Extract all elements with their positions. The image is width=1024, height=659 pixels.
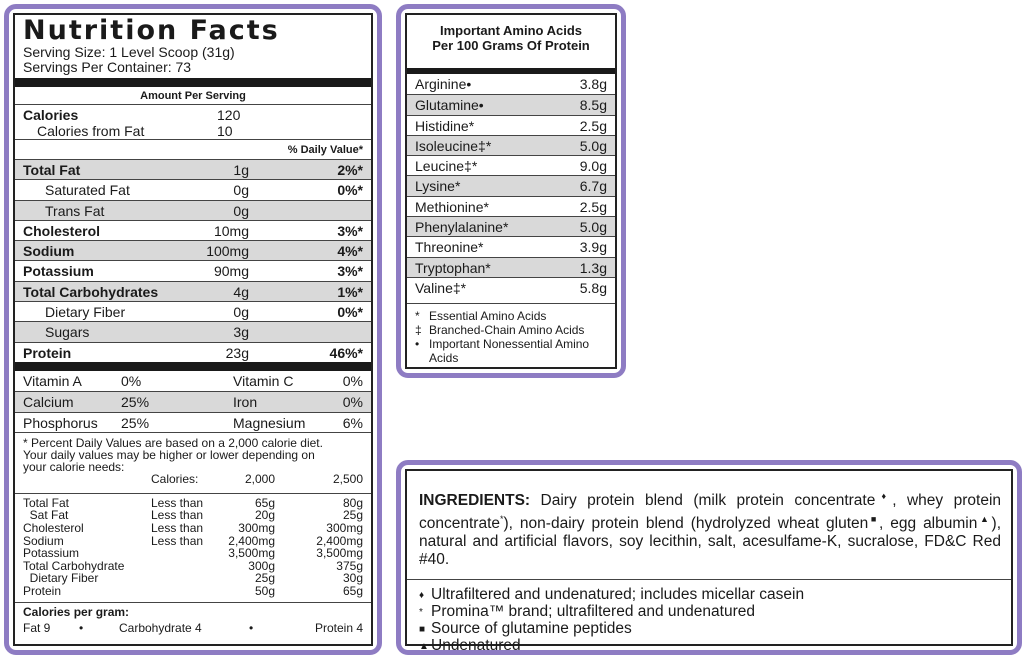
note-text: Source of glutamine peptides <box>431 620 632 638</box>
vitamin-label: Phosphorus <box>23 414 98 431</box>
amino-row <box>407 155 615 175</box>
ingredients-part: ), non-dairy protein blend (hydrolyzed wheat gluten <box>503 515 869 533</box>
dv-nutrient: Total Carbohydrate <box>23 558 125 573</box>
ingredients-part: Dairy protein blend (milk protein concentrate <box>530 492 876 510</box>
amino-name: Isoleucine‡* <box>415 137 492 154</box>
nutrient-amount: 90mg <box>213 263 249 280</box>
dv-value-2000: 3,500mg <box>228 546 275 561</box>
vitamin-value: 6% <box>342 414 363 431</box>
dv-value-2000: 20g <box>254 508 275 523</box>
vitamin-value: 0% <box>342 372 363 389</box>
nutrient-amount: 10mg <box>213 222 249 239</box>
calories-fat-label: Calories from Fat <box>37 123 145 139</box>
ingredient-note <box>419 637 999 654</box>
legend-item <box>415 309 607 323</box>
dv-nutrient: Sat Fat <box>23 508 69 523</box>
nutrient-label: Sugars <box>45 324 90 341</box>
amino-value: 6.7g <box>579 178 607 195</box>
nutrient-amount: 23g <box>225 344 249 361</box>
dv-table-row <box>15 547 371 560</box>
dv-value-2000: 300g <box>248 558 275 573</box>
note-text: Ultrafiltered and undenatured; includes micellar casein <box>431 586 805 604</box>
nutrition-title: Nutrition Facts <box>23 15 280 46</box>
cpg-carb: Carbohydrate 4 <box>119 620 202 635</box>
dv-header-c2: 2,500 <box>332 471 363 486</box>
cpg-bullet: • <box>79 620 84 635</box>
footnote-line: your calorie needs: <box>23 459 125 474</box>
nutrient-label: Dietary Fiber <box>45 304 126 321</box>
dv-table-row <box>15 585 371 598</box>
dv-nutrient: Dietary Fiber <box>23 571 99 586</box>
ingredient-note <box>419 586 999 603</box>
amino-name: Histidine* <box>415 117 475 134</box>
amino-value: 2.5g <box>579 117 607 134</box>
amino-name: Tryptophan* <box>415 259 491 276</box>
cpg-fat: Fat 9 <box>23 620 51 635</box>
dv-table <box>15 494 371 598</box>
vitamin-label: Calcium <box>23 394 74 411</box>
nutrient-rows <box>15 159 371 362</box>
dv-nutrient: Cholesterol <box>23 521 84 536</box>
amino-value: 1.3g <box>579 259 607 276</box>
amino-title-line1: Important Amino Acids <box>439 23 583 38</box>
asterisk-icon: * <box>500 514 504 525</box>
dv-value-2500: 300mg <box>326 521 363 536</box>
nutrient-percent: 1%* <box>337 283 363 300</box>
nutrient-row <box>15 281 371 301</box>
dv-qualifier: Less than <box>151 521 204 536</box>
dv-qualifier: Less than <box>151 533 204 548</box>
dv-value-2500: 25g <box>342 508 363 523</box>
nutrient-amount: 4g <box>233 283 249 300</box>
vitamin-value: 0% <box>342 394 363 411</box>
nutrient-label: Total Carbohydrates <box>23 283 159 300</box>
dv-value-2500: 2,400mg <box>316 533 363 548</box>
nutrient-percent: 0%* <box>337 182 363 199</box>
nutrient-amount: 3g <box>233 324 249 341</box>
dv-value-2000: 2,400mg <box>228 533 275 548</box>
dv-value-2000: 65g <box>254 495 275 510</box>
daily-value-header: % Daily Value* <box>15 139 371 159</box>
vitamin-row <box>15 412 371 432</box>
nutrient-label: Sodium <box>23 243 75 260</box>
amino-name: Threonine* <box>415 239 484 256</box>
amino-title-line2: Per 100 Grams Of Protein <box>432 38 590 53</box>
vitamin-label: Vitamin A <box>23 372 82 389</box>
nutrient-row <box>15 159 371 179</box>
nutrient-row <box>15 321 371 341</box>
dv-header-label: Calories: <box>151 471 199 486</box>
dv-value-2500: 65g <box>342 584 363 599</box>
amino-value: 8.5g <box>579 97 607 114</box>
legend-text: Essential Amino Acids <box>429 309 547 324</box>
amount-per-serving: Amount Per Serving <box>15 87 371 105</box>
calories-label: Calories <box>23 107 79 123</box>
nutrient-percent: 3%* <box>337 222 363 239</box>
dv-value-2000: 25g <box>254 571 275 586</box>
note-symbol-icon: ■ <box>419 624 426 636</box>
dv-qualifier: Less than <box>151 508 204 523</box>
calories-per-gram-row <box>15 619 371 637</box>
amino-value: 5.0g <box>579 137 607 154</box>
calories-value: 120 <box>217 107 241 123</box>
thick-divider-2 <box>15 362 371 371</box>
cpg-bullet: • <box>249 620 254 635</box>
ingredients-panel <box>405 469 1013 655</box>
amino-legend <box>407 303 615 365</box>
amino-value: 3.9g <box>579 239 607 256</box>
amino-row <box>407 196 615 216</box>
note-text: Undenatured <box>431 637 521 655</box>
amino-name: Valine‡* <box>415 279 467 296</box>
note-text: Promina™ brand; ultrafiltered and undenatured <box>431 603 755 621</box>
legend-item <box>415 323 607 337</box>
nutrient-label: Trans Fat <box>45 202 105 219</box>
ingredients-part: , whey protein concentrate <box>419 492 1002 533</box>
dv-value-2500: 30g <box>342 571 363 586</box>
dv-nutrient: Total Fat <box>23 495 70 510</box>
ingredients-part: ), natural and artificial flavors, soy lecithin, salt, acesulfame-K, sucralose, FD&C Red #40. <box>419 515 1002 569</box>
legend-item <box>415 337 607 365</box>
diamond-icon: ♦ <box>875 491 893 501</box>
amino-name: Arginine• <box>415 76 472 92</box>
dv-value-2000: 300mg <box>238 521 275 536</box>
legend-text: Branched-Chain Amino Acids <box>429 323 585 338</box>
thick-divider <box>15 78 371 87</box>
dv-header-c1: 2,000 <box>244 471 275 486</box>
amino-row <box>407 115 615 135</box>
nutrient-amount: 0g <box>233 202 249 219</box>
dv-nutrient: Potassium <box>23 546 80 561</box>
amino-name: Phenylalanine* <box>415 219 509 236</box>
amino-name: Lysine* <box>415 178 461 195</box>
nutrient-amount: 1g <box>233 162 249 178</box>
ingredients-label: INGREDIENTS: <box>419 492 531 510</box>
triangle-icon: ▲ <box>977 514 992 525</box>
dv-value-2500: 3,500mg <box>316 546 363 561</box>
ingredient-note <box>419 603 999 620</box>
amino-row <box>407 216 615 236</box>
ingredients-text <box>407 471 1011 575</box>
nutrient-row <box>15 342 371 362</box>
daily-values-footnote <box>15 432 371 490</box>
amino-name: Leucine‡* <box>415 158 478 175</box>
amino-row <box>407 175 615 195</box>
amino-row <box>407 236 615 256</box>
amino-row <box>407 94 615 114</box>
dv-table-row <box>15 522 371 535</box>
dv-value-2500: 80g <box>342 495 363 510</box>
ingredients-frame <box>396 460 1022 655</box>
dv-table-row <box>15 572 371 585</box>
dv-value-2500: 375g <box>336 558 363 573</box>
nutrient-row <box>15 179 371 199</box>
amino-value: 5.0g <box>579 219 607 236</box>
calories-fat-value: 10 <box>217 123 233 139</box>
square-icon: ■ <box>868 514 880 525</box>
nutrient-label: Cholesterol <box>23 222 101 239</box>
amino-name: Methionine* <box>415 198 489 215</box>
dv-nutrient: Protein <box>23 584 62 599</box>
nutrient-amount: 100mg <box>206 243 249 260</box>
nutrient-row <box>15 200 371 220</box>
note-symbol-icon: ♦ <box>419 590 425 602</box>
vitamin-rows <box>15 371 371 432</box>
nutrient-row <box>15 220 371 240</box>
footnote-line: * Percent Daily Values are based on a 2,000 calorie diet. <box>23 435 323 450</box>
nutrition-facts-frame <box>4 4 382 655</box>
nutrient-label: Protein <box>23 344 72 361</box>
footnote-line: Your daily values may be higher or lower depending on <box>23 447 315 462</box>
note-symbol-icon: ▲ <box>419 641 429 653</box>
vitamin-row <box>15 371 371 391</box>
amino-acids-panel <box>405 13 617 369</box>
amino-value: 3.8g <box>579 76 607 92</box>
nutrient-percent: 2%* <box>337 162 363 178</box>
nutrient-amount: 0g <box>233 304 249 321</box>
nutrient-percent: 3%* <box>337 263 363 280</box>
amino-row <box>407 135 615 155</box>
vitamin-value: 0% <box>121 372 142 389</box>
nutrient-percent: 0%* <box>337 304 363 321</box>
nutrient-label: Total Fat <box>23 162 81 178</box>
calories-per-gram-label: Calories per gram: <box>15 602 371 619</box>
nutrient-row <box>15 260 371 280</box>
vitamin-label: Magnesium <box>233 414 306 431</box>
calories-row <box>15 107 371 123</box>
dv-qualifier: Less than <box>151 495 204 510</box>
note-symbol-icon: * <box>419 607 423 619</box>
servings-per-container: Servings Per Container: 73 <box>23 59 192 75</box>
nutrient-row <box>15 301 371 321</box>
amino-value: 2.5g <box>579 198 607 215</box>
vitamin-value: 25% <box>121 394 150 411</box>
vitamin-label: Vitamin C <box>233 372 294 389</box>
vitamin-row <box>15 391 371 411</box>
nutrient-row <box>15 240 371 260</box>
nutrient-label: Potassium <box>23 263 94 280</box>
legend-symbol-icon: * <box>415 309 420 324</box>
cpg-protein: Protein 4 <box>314 620 363 635</box>
amino-acids-frame <box>396 4 626 378</box>
amino-value: 9.0g <box>579 158 607 175</box>
amino-row <box>407 257 615 277</box>
amino-name: Glutamine• <box>415 97 484 114</box>
ingredients-part: , egg albumin <box>879 515 978 533</box>
nutrient-percent: 4%* <box>337 243 363 260</box>
dv-table-header <box>23 473 363 487</box>
vitamin-label: Iron <box>233 394 258 411</box>
amino-row <box>407 277 615 297</box>
ingredient-note <box>419 620 999 637</box>
legend-text: Important Nonessential Amino Acids <box>429 337 590 366</box>
amino-row <box>407 74 615 94</box>
nutrient-label: Saturated Fat <box>45 182 130 199</box>
ingredients-notes <box>407 580 1011 654</box>
nutrient-percent: 46%* <box>329 344 363 361</box>
nutrient-amount: 0g <box>233 182 249 199</box>
dv-nutrient: Sodium <box>23 533 64 548</box>
vitamin-value: 25% <box>121 414 150 431</box>
legend-symbol-icon: ‡ <box>415 323 422 338</box>
legend-symbol-icon: • <box>415 337 420 352</box>
dv-value-2000: 50g <box>254 584 275 599</box>
nutrition-facts-panel <box>13 13 373 646</box>
amino-title <box>407 15 615 65</box>
amino-value: 5.8g <box>579 279 607 296</box>
amino-rows <box>407 74 615 297</box>
calories-fat-row <box>15 123 371 139</box>
serving-size: Serving Size: 1 Level Scoop (31g) <box>23 44 235 60</box>
